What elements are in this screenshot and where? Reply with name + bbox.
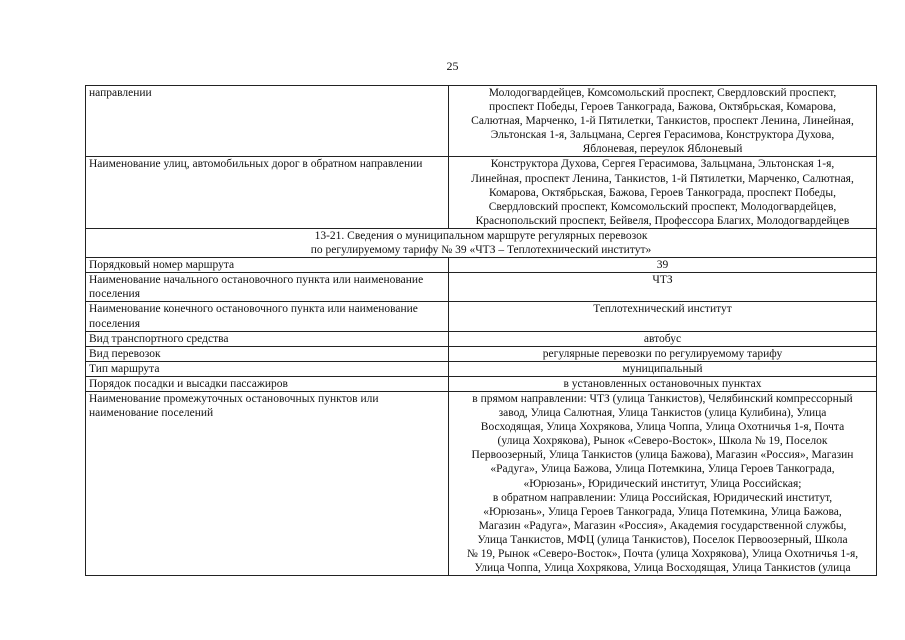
text-line: «Радуга», Улица Бажова, Улица Потемкина, Улица Героев Танкограда, — [490, 463, 835, 476]
row-label: Вид перевозок — [86, 346, 449, 361]
row-value: автобус — [449, 331, 877, 346]
text-line: Краснопольский проспект, Бейвеля, Профессора Благих, Молодогвардейцев — [475, 214, 850, 227]
text-line: № 19, Рынок «Северо-Восток», Почта (улица Хохрякова), Улица Охотничья 1-я, — [466, 548, 859, 560]
text-line: Конструктора Духова, Сергея Герасимова, Зальцмана, Эльтонская 1-я, — [490, 158, 835, 171]
row-value: ЧТЗ — [449, 273, 877, 302]
text-line: «Юрюзань», Улица Героев Танкограда, Улица Потемкина, Улица Бажова, — [483, 505, 842, 518]
row-value: в установленных остановочных пунктах — [449, 376, 877, 391]
text-line: Салютная, Марченко, 1-й Пятилетки, Танкистов, проспект Ленина, Линейная, — [471, 115, 854, 128]
row-label: направлении — [86, 86, 449, 157]
table-row — [86, 361, 877, 376]
table-row — [86, 346, 877, 361]
row-label: Наименование улиц, автомобильных дорог в обратном направлении — [86, 157, 449, 228]
text-line: (улица Хохрякова), Рынок «Северо-Восток», Школа № 19, Поселок — [497, 435, 828, 448]
text-line: Эльтонская 1-я, Зальцмана, Сергея Герасимова, Конструктора Духова, — [490, 129, 835, 142]
row-value: регулярные перевозки по регулируемому тарифу — [449, 346, 877, 361]
row-label: Порядковый номер маршрута — [86, 258, 449, 273]
section-title-line: по регулируемому тарифу № 39 «ЧТЗ – Теплотехнический институт» — [310, 244, 652, 257]
text-line: Восходящая, Улица Хохрякова, Улица Чоппа, Улица Охотничья 1-я, Почта — [480, 421, 845, 434]
reverse-streets — [449, 157, 877, 228]
text-line: Комарова, Октябрьская, Бажова, Героев Танкограда, проспект Победы, — [489, 186, 836, 199]
row-label: Наименование начального остановочного пункта или наименование поселения — [86, 273, 449, 302]
text-line: Яблоневая, переулок Яблоневый — [582, 143, 743, 156]
page-number: 25 — [446, 59, 459, 73]
text-line: Линейная, проспект Ленина, Танкистов, 1-й Пятилетки, Марченко, Салютная, — [471, 172, 854, 185]
row-label: Тип маршрута — [86, 361, 449, 376]
text-line: Улица Чоппа, Улица Хохрякова, Улица Восходящая, Улица Танкистов (улица — [474, 562, 851, 575]
text-line: Магазин «Радуга», Магазин «Россия», Академия государственной службы, — [478, 519, 847, 532]
row-value: муниципальный — [449, 361, 877, 376]
table-row — [86, 376, 877, 391]
text-line: Первоозерный, Улица Танкистов (улица Бажова), Магазин «Россия», Магазин — [471, 449, 854, 462]
text-line: завод, Улица Салютная, Улица Танкистов (улица Кулибина), Улица — [498, 407, 827, 420]
table-row — [86, 302, 877, 331]
forward-streets — [449, 86, 877, 157]
text-line: Улица Танкистов, МФЦ (улица Танкистов), Поселок Первоозерный, Школа — [477, 533, 848, 546]
row-value: 39 — [449, 258, 877, 273]
table-row — [86, 273, 877, 302]
text-line: в обратном направлении: Улица Российская, Юридический институт, — [492, 491, 833, 504]
row-label: Наименование промежуточных остановочных пунктов или наименование поселений — [86, 391, 449, 575]
table-row — [86, 258, 877, 273]
text-line: проспект Победы, Героев Танкограда, Бажова, Октябрьская, Комарова, — [489, 101, 836, 114]
table-row — [86, 157, 877, 228]
table-row — [86, 86, 877, 157]
row-label: Порядок посадки и высадки пассажиров — [86, 376, 449, 391]
text-line: Свердловский проспект, Комсомольский проспект, Молодогвардейцев, — [488, 200, 837, 213]
text-line: Молодогвардейцев, Комсомольский проспект, Свердловский проспект, — [488, 87, 837, 99]
row-label: Наименование конечного остановочного пункта или наименование поселения — [86, 302, 449, 331]
section-header-row — [86, 228, 877, 257]
route-table — [85, 85, 877, 576]
section-header — [86, 228, 877, 257]
intermediate-stops — [449, 391, 877, 575]
table-row — [86, 331, 877, 346]
section-title-line: 13-21. Сведения о муниципальном маршруте регулярных перевозок — [314, 229, 648, 242]
row-value: Теплотехнический институт — [449, 302, 877, 331]
row-label: Вид транспортного средства — [86, 331, 449, 346]
text-line: в прямом направлении: ЧТЗ (улица Танкистов), Челябинский компрессорный — [472, 392, 853, 405]
text-line: «Юрюзань», Юридический институт, Улица Российская; — [523, 477, 802, 490]
table-row — [86, 391, 877, 575]
